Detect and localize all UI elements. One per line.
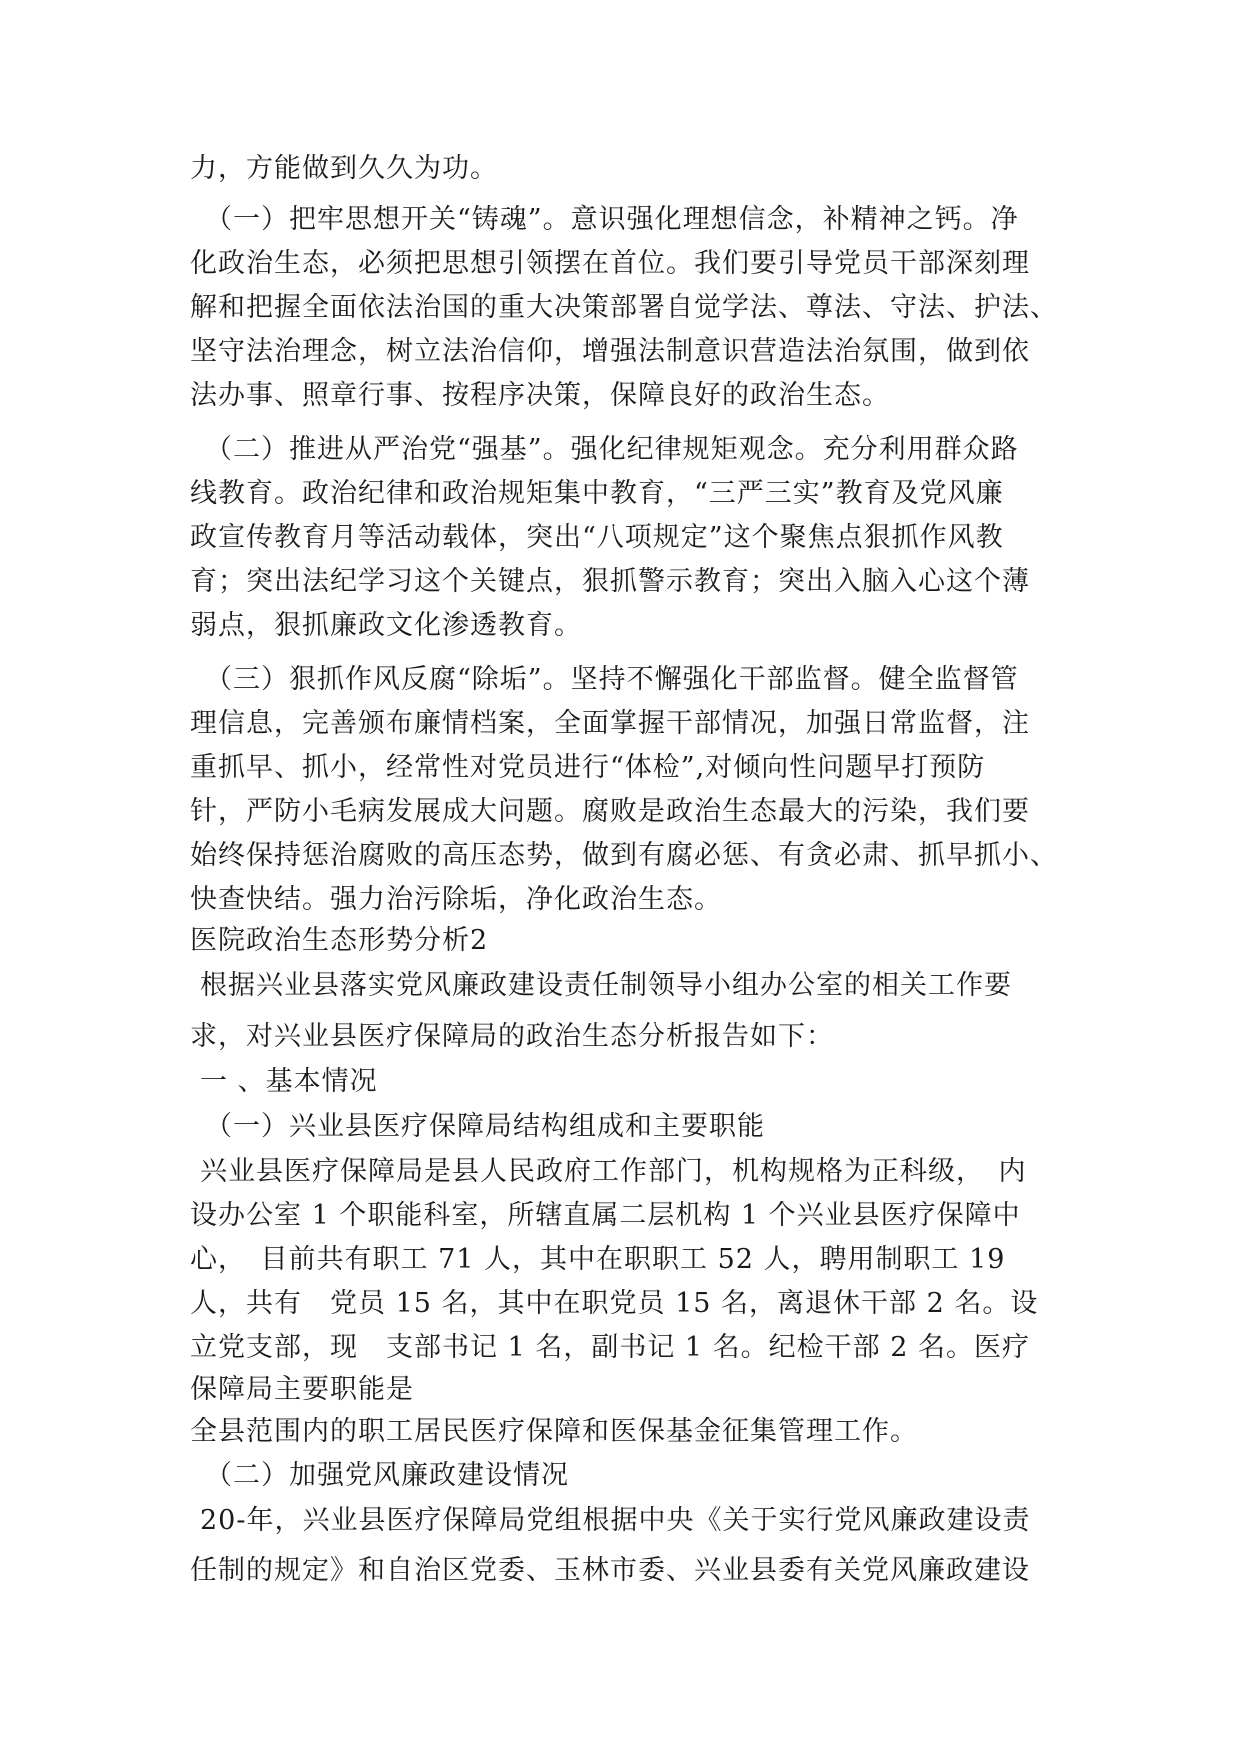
section-heading-line: 一 、基本情况 <box>200 1066 378 1097</box>
text-line: 20-年，兴业县医疗保障局党组根据中央《关于实行党风廉政建设责 <box>200 1505 1031 1536</box>
section-heading-line: （一）兴业县医疗保障局结构组成和主要职能 <box>205 1111 765 1142</box>
text-line: 线教育。政治纪律和政治规矩集中教育，“三严三实”教育及党风廉 <box>190 478 1004 509</box>
text-line: 重抓早、抓小，经常性对党员进行“体检”,对倾向性问题早打预防 <box>190 752 986 783</box>
text-line: 设办公室 1 个职能科室，所辖直属二层机构 1 个兴业县医疗保障中 <box>190 1200 1021 1231</box>
text-line: 立党支部，现 支部书记 1 名，副书记 1 名。纪检干部 2 名。医疗 <box>190 1332 1031 1363</box>
text-line: 政宣传教育月等活动载体，突出“八项规定”这个聚焦点狠抓作风教 <box>190 522 1004 553</box>
section-heading-line: （三）狠抓作风反腐“除垢”。坚持不懈强化干部监督。健全监督管 <box>205 664 1019 695</box>
section-heading-line: （一）把牢思想开关“铸魂”。意识强化理想信念，补精神之钙。净 <box>205 204 1019 235</box>
section-heading-line: （二）加强党风廉政建设情况 <box>205 1460 569 1491</box>
text-line: 人，共有 党员 15 名，其中在职党员 15 名，离退休干部 2 名。设 <box>190 1288 1039 1319</box>
text-line: 法办事、照章行事、按程序决策，保障良好的政治生态。 <box>190 380 890 411</box>
text-line: 保障局主要职能是 <box>190 1374 414 1405</box>
text-line: 理信息，完善颁布廉情档案，全面掌握干部情况，加强日常监督，注 <box>190 708 1030 739</box>
text-line: 任制的规定》和自治区党委、玉林市委、兴业县委有关党风廉政建设 <box>190 1555 1030 1586</box>
text-line: 始终保持惩治腐败的高压态势，做到有腐必惩、有贪必肃、抓早抓小、 <box>190 840 1058 871</box>
text-line: 快查快结。强力治污除垢，净化政治生态。 <box>190 884 722 915</box>
text-line: 根据兴业县落实党风廉政建设责任制领导小组办公室的相关工作要 <box>200 970 1012 1001</box>
article-title: 医院政治生态形势分析2 <box>190 925 489 956</box>
section-heading-line: （二）推进从严治党“强基”。强化纪律规矩观念。充分利用群众路 <box>205 434 1019 465</box>
text-line: 解和把握全面依法治国的重大决策部署自觉学法、尊法、守法、护法、 <box>190 292 1058 323</box>
text-line: 求，对兴业县医疗保障局的政治生态分析报告如下： <box>190 1021 834 1052</box>
text-line: 心， 目前共有职工 71 人，其中在职职工 52 人，聘用制职工 19 <box>190 1244 1006 1275</box>
text-line: 全县范围内的职工居民医疗保障和医保基金征集管理工作。 <box>190 1416 918 1447</box>
text-line: 弱点，狠抓廉政文化渗透教育。 <box>190 610 582 641</box>
text-line: 化政治生态，必须把思想引领摆在首位。我们要引导党员干部深刻理 <box>190 248 1030 279</box>
text-line: 针，严防小毛病发展成大问题。腐败是政治生态最大的污染，我们要 <box>190 796 1030 827</box>
text-line: 兴业县医疗保障局是县人民政府工作部门，机构规格为正科级， 内 <box>200 1156 1027 1187</box>
text-line: 力，方能做到久久为功。 <box>190 153 498 184</box>
text-line: 育；突出法纪学习这个关键点，狠抓警示教育；突出入脑入心这个薄 <box>190 566 1030 597</box>
text-line: 坚守法治理念，树立法治信仰，增强法制意识营造法治氛围，做到依 <box>190 336 1030 367</box>
